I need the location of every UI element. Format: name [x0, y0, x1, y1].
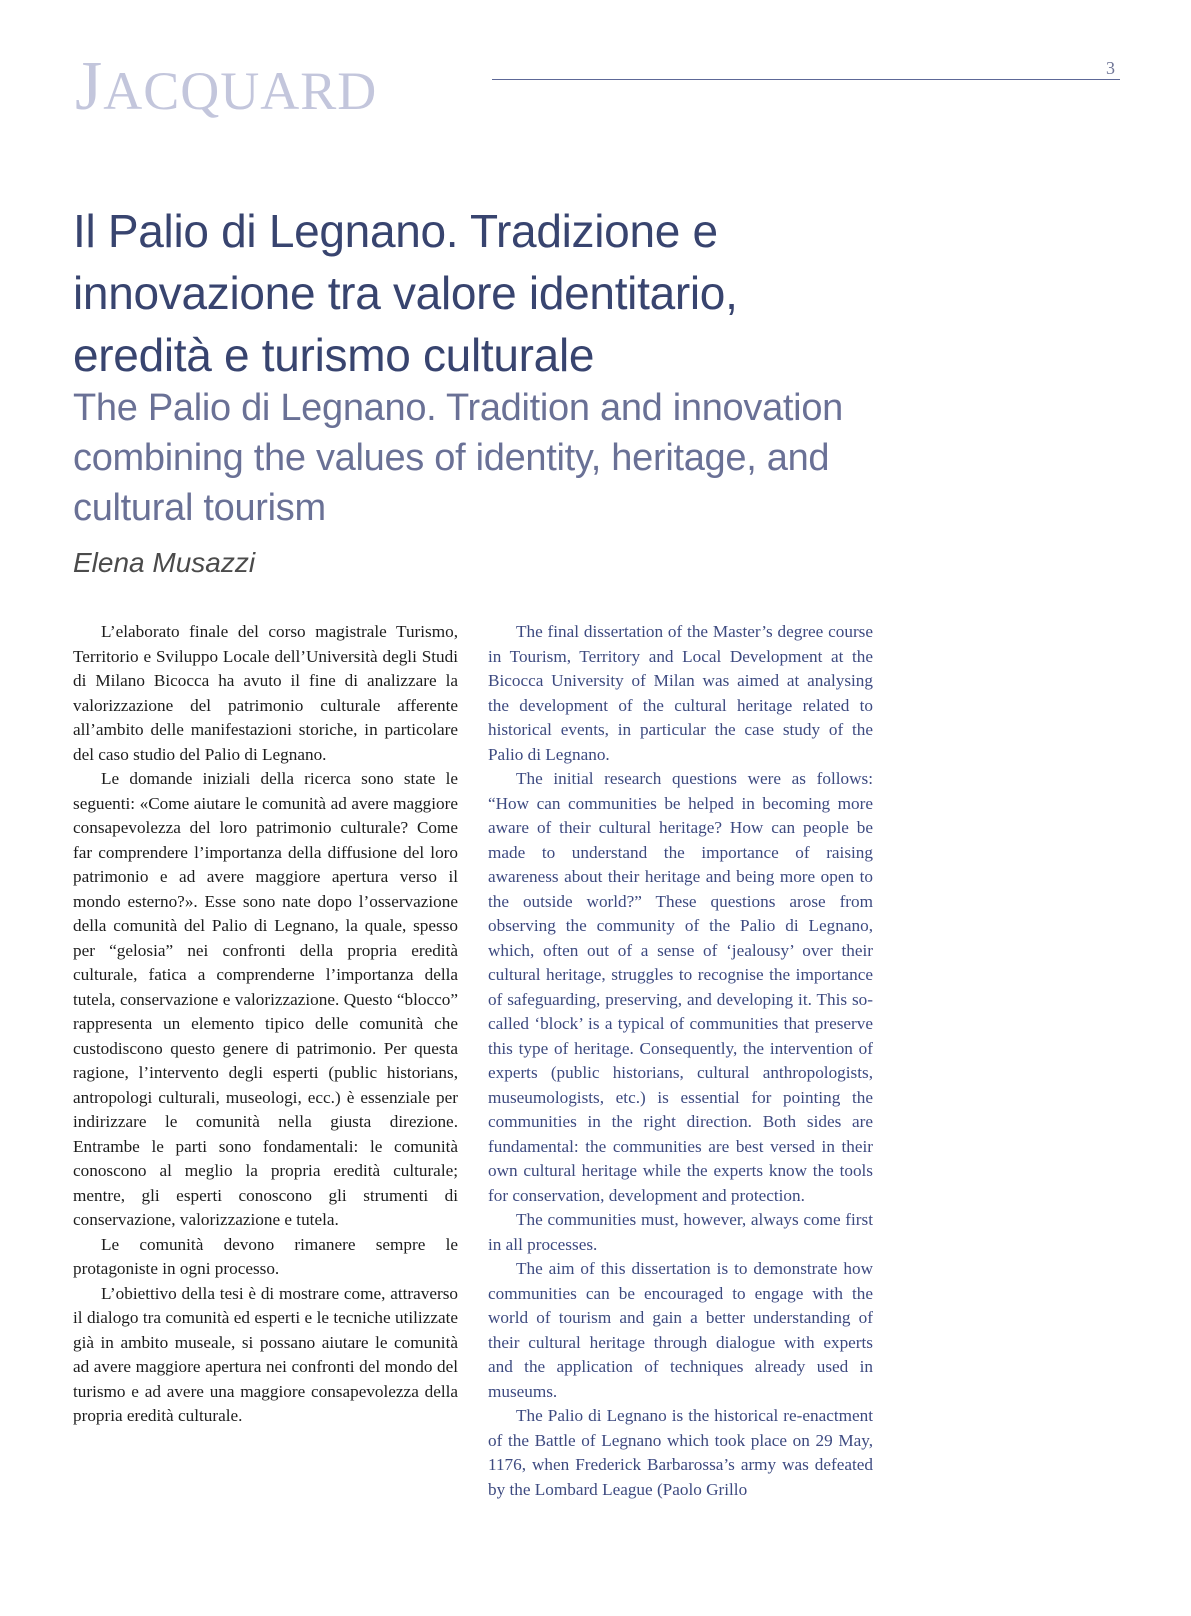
english-text-column: [488, 620, 873, 1502]
article-title-italian: Il Palio di Legnano. Tradizione e innovazione tra valore identitario, eredità e turismo culturale: [73, 205, 738, 381]
header-rule: [492, 79, 1120, 80]
english-paragraph: The final dissertation of the Master’s degree course in Tourism, Territory and Local Development at the Bicocca University of Milan was aimed at analysing the development of the cultural heritage related to historical events, in particular the case study of the Palio di Legnano.: [488, 622, 873, 764]
page-number: 3: [1106, 58, 1115, 78]
italian-paragraph: Le domande iniziali della ricerca sono state le seguenti: «Come aiutare le comunità ad avere maggiore consapevolezza del loro patrimonio culturale? Come far comprendere l’importanza della diffusione del loro patrimonio e ad avere maggiore apertura verso il mondo esterno?». Esse sono nate dopo l’osservazione della comunità del Palio di Legnano, la quale, spesso per “gelosia” nei confronti della propria eredità culturale, fatica a comprenderne l’importanza della tutela, conservazione e valorizzazione. Questo “blocco” rappresenta un elemento tipico delle comunità che custodiscono questo genere di patrimonio. Per questa ragione, l’intervento degli esperti (public historians, antropologi culturali, museologi, ecc.) è essenziale per indirizzare le comunità nella giusta direzione. Entrambe le parti sono fondamentali: le comunità conoscono al meglio la propria eredità culturale; mentre, gli esperti conoscono gli strumenti di conservazione, valorizzazione e tutela.: [73, 769, 458, 1229]
journal-name-initial: J: [75, 48, 104, 125]
journal-name-rest: ACQUARD: [103, 61, 378, 121]
italian-paragraph: L’elaborato finale del corso magistrale Turismo, Territorio e Sviluppo Locale dell’Università degli Studi di Milano Bicocca ha avuto il fine di analizzare la valorizzazione del patrimonio culturale afferente all’ambito delle manifestazioni storiche, in particolare del caso studio del Palio di Legnano.: [73, 622, 458, 764]
journal-name: [75, 48, 378, 125]
english-paragraph: The initial research questions were as follows: “How can communities be helped in becoming more aware of their cultural heritage? How can people be made to understand the importance of raising awareness about their heritage and being more open to the outside world?” These questions arose from observing the community of the Palio di Legnano, which, often out of a sense of ‘jealousy’ over their cultural heritage, struggles to recognise the importance of safeguarding, preserving, and developing it. This so-called ‘block’ is a typical of communities that preserve this type of heritage. Consequently, the intervention of experts (public historians, cultural anthropologists, museumologists, etc.) is essential for pointing the communities in the right direction. Both sides are fundamental: the communities are best versed in their own cultural heritage while the experts know the tools for conservation, development and protection.: [488, 769, 873, 1205]
author-name: Elena Musazzi: [73, 547, 256, 578]
english-paragraph: The Palio di Legnano is the historical re-enactment of the Battle of Legnano which took place on 29 May, 1176, when Frederick Barbarossa’s army was defeated by the Lombard League (Paolo Grillo: [488, 1406, 873, 1499]
english-paragraph: The communities must, however, always come first in all processes.: [488, 1210, 873, 1254]
italian-text-column: [73, 620, 458, 1429]
english-paragraph: The aim of this dissertation is to demonstrate how communities can be encouraged to engage with the world of tourism and gain a better understanding of their cultural heritage through dialogue with experts and the application of techniques already used in museums.: [488, 1259, 873, 1401]
article-title-english: The Palio di Legnano. Tradition and innovation combining the values of identity, heritage, and cultural tourism: [73, 387, 843, 529]
italian-paragraph: Le comunità devono rimanere sempre le protagoniste in ogni processo.: [73, 1234, 458, 1278]
italian-paragraph: L’obiettivo della tesi è di mostrare come, attraverso il dialogo tra comunità ed esperti e le tecniche utilizzate già in ambito museale, si possano aiutare le comunità ad avere maggiore apertura nei confronti del mondo del turismo e ad avere una maggiore consapevolezza della propria eredità culturale.: [73, 1283, 458, 1425]
